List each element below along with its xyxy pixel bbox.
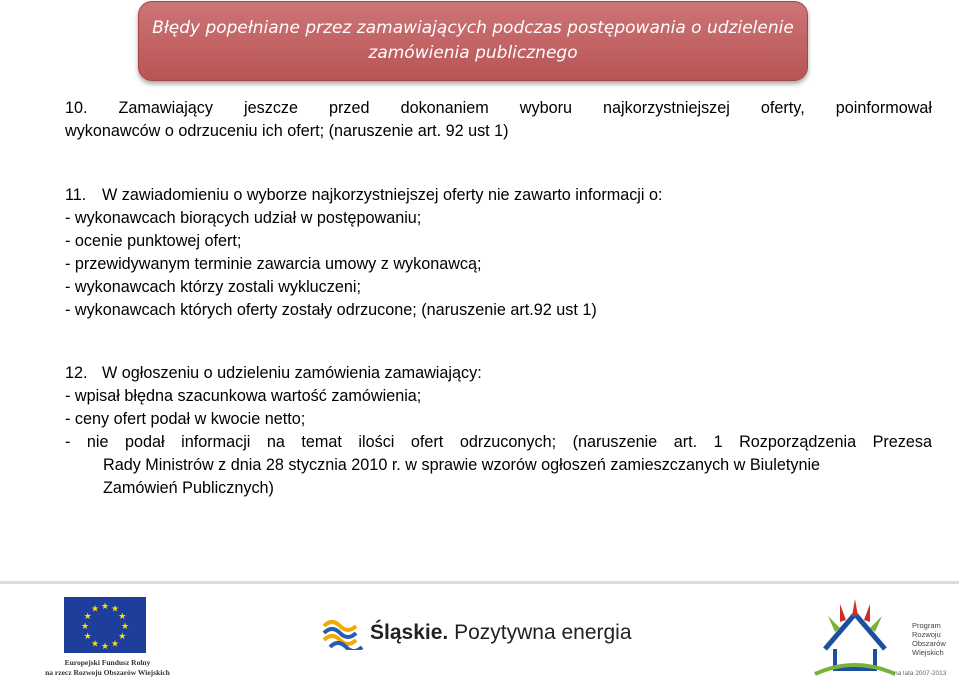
svg-text:★: ★	[110, 604, 120, 615]
item-12-lead-text: W ogłoszeniu o udzieleniu zamówienia zamawiający:	[102, 364, 482, 382]
list-item-continuation: Rady Ministrów z dnia 28 stycznia 2010 r. w sprawie wzorów ogłoszeń zamieszczanych w Biuletynie	[103, 456, 821, 474]
eu-caption-line-2: na rzecz Rozwoju Obszarów Wiejskich	[45, 668, 170, 677]
svg-text:★: ★	[118, 612, 127, 622]
slide-content	[65, 97, 932, 500]
prow-line: Wiejskich	[912, 648, 944, 657]
item-12-number: 12.	[65, 364, 88, 382]
slide-title	[138, 1, 808, 81]
eu-fund-caption	[40, 658, 175, 678]
svg-text:★: ★	[83, 632, 92, 642]
prow-name	[912, 621, 957, 657]
slaskie-logo	[322, 616, 632, 650]
title-line-2: zamówienia publicznego	[368, 43, 578, 63]
list-item: - nie podał informacji na temat ilości ofert odrzuconych; (naruszenie art. 1 Rozporządzenia Prezesa	[65, 433, 932, 451]
svg-text:★: ★	[83, 612, 92, 622]
footer-logos	[0, 581, 959, 682]
prow-line: Obszarów	[912, 639, 946, 648]
item-10-line-1: 10. Zamawiający jeszcze przed dokonaniem wyboru najkorzystniejszej oferty, poinformował	[65, 99, 932, 117]
item-10-line-2: wykonawców o odrzuceniu ich ofert; (naruszenie art. 92 ust 1)	[65, 122, 509, 140]
item-12-lead	[65, 362, 932, 385]
svg-text:★: ★	[100, 642, 110, 652]
item-11-lead-text: W zawiadomieniu o wyborze najkorzystniejszej oferty nie zawarto informacji o:	[102, 186, 663, 204]
svg-text:★: ★	[100, 602, 110, 612]
list-item: - wykonawcach którzy zostali wykluczeni;	[65, 278, 361, 296]
slaskie-bold: Śląskie.	[370, 621, 449, 644]
list-item: - przewidywanym terminie zawarcia umowy z wykonawcą;	[65, 255, 482, 273]
prow-line: Program	[912, 621, 941, 630]
slaskie-slogan	[370, 621, 632, 645]
title-line-1: Błędy popełniane przez zamawiających podczas postępowania o udzielenie	[152, 18, 794, 38]
prow-logo-icon	[810, 594, 900, 679]
eu-flag-logo	[64, 597, 146, 653]
list-item: - wykonawcach których oferty zostały odrzucone; (naruszenie art.92 ust 1)	[65, 301, 597, 319]
list-item: - ocenie punktowej ofert;	[65, 232, 242, 250]
slaskie-wave-icon	[322, 616, 364, 650]
prow-line: Rozwoju	[912, 630, 941, 639]
list-item-continuation: Zamówień Publicznych)	[103, 479, 274, 497]
svg-text:★: ★	[90, 639, 100, 650]
slaskie-rest: Pozytywna energia	[454, 621, 632, 644]
svg-text:★: ★	[118, 632, 127, 642]
item-11-lead	[65, 184, 932, 207]
list-item: - ceny ofert podał w kwocie netto;	[65, 410, 306, 428]
item-11-number: 11.	[65, 186, 87, 204]
svg-text:★: ★	[120, 622, 130, 632]
svg-text:★: ★	[110, 639, 120, 650]
prow-years: na lata 2007-2013	[894, 670, 947, 677]
list-item: - wykonawcach biorących udział w postępowaniu;	[65, 209, 422, 227]
list-item: - wpisał błędna szacunkowa wartość zamówienia;	[65, 387, 422, 405]
eu-caption-line-1: Europejski Fundusz Rolny	[64, 658, 151, 667]
eu-stars-icon	[64, 597, 146, 653]
svg-text:★: ★	[80, 622, 90, 632]
svg-text:★: ★	[90, 604, 100, 615]
